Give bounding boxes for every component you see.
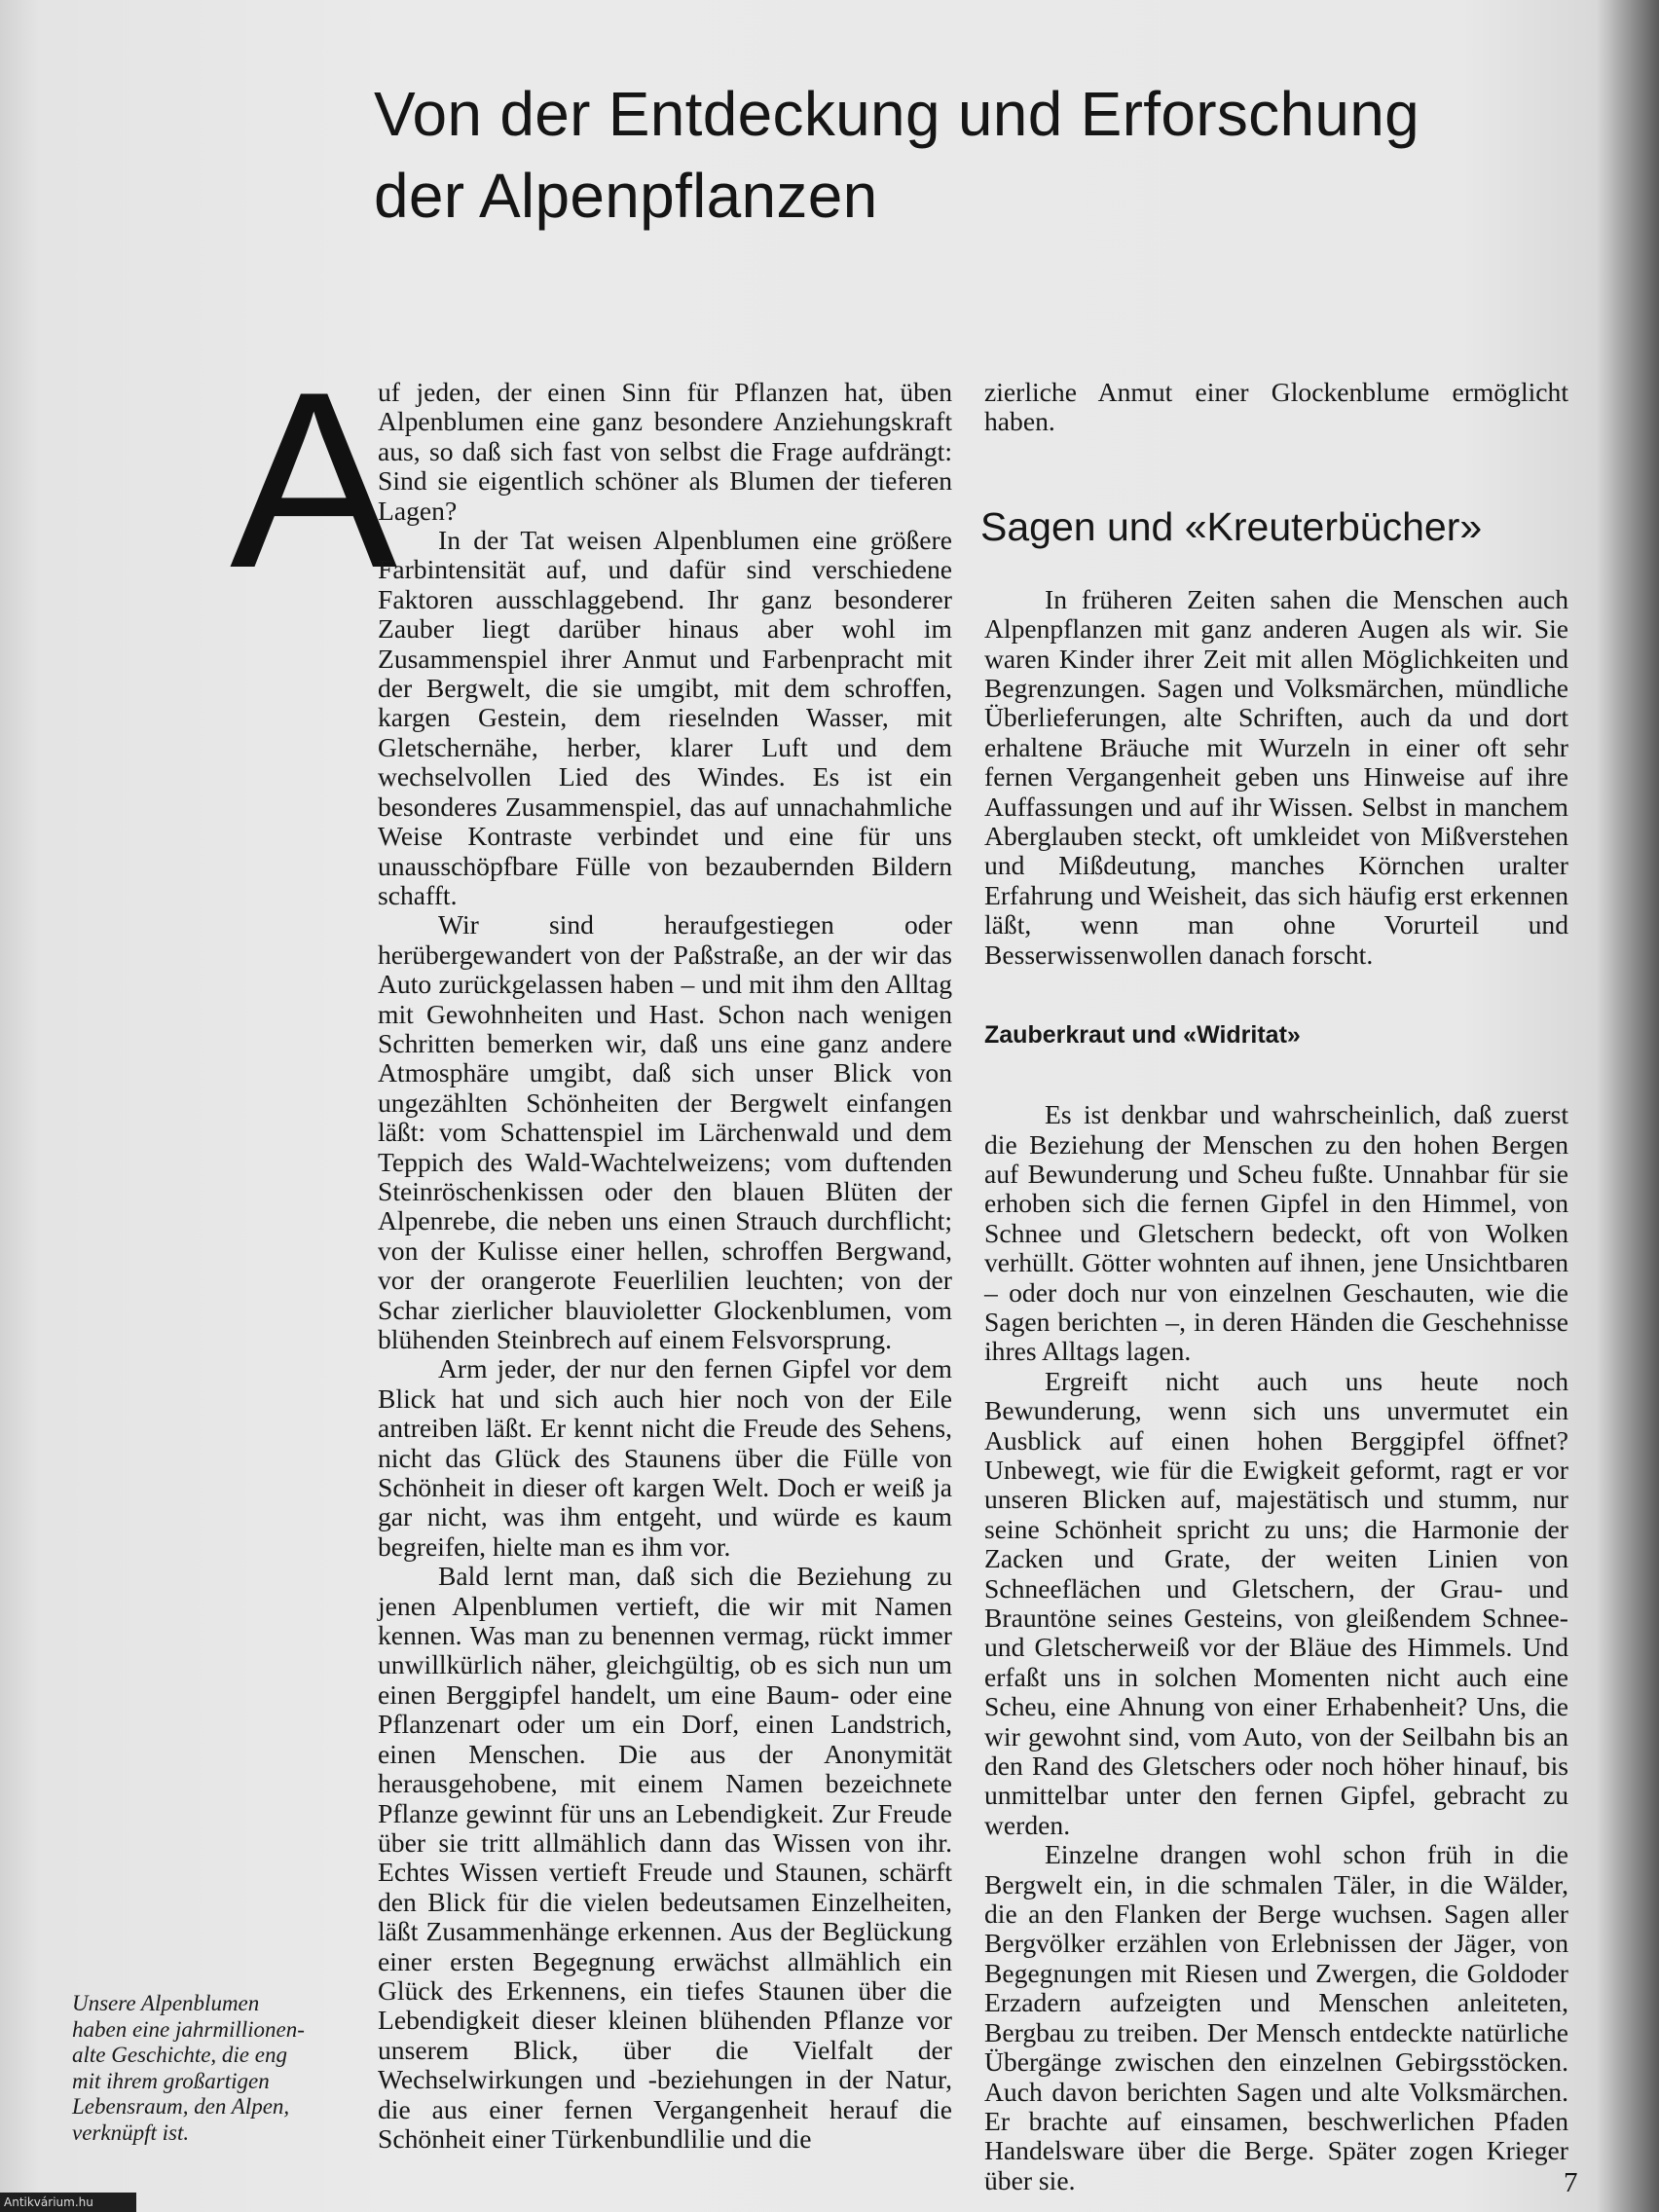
paragraph-continued: zierliche Anmut einer Glockenblume ermöglicht haben. [984, 377, 1568, 437]
image-caption [72, 1991, 354, 2146]
paragraph: In der Tat weisen Alpenblumen eine größere Farbintensität auf, und dafür sind verschiedene Faktoren ausschlaggebend. Ihr ganz besonderer Zauber liegt darüber hinaus aber wohl im Zusammenspiel ihrer Anmut und Farbenpracht mit der Bergwelt, die sie umgibt, mit dem schroffen, kargen Gestein, dem rieselnden Wasser, mit Gletschernähe, herber, klarer Luft und dem wechselvollen Lied des Windes. Es ist ein besonderes Zusammenspiel, das auf unnachahmliche Weise Kontraste verbindet und eine für uns unausschöpfbare Fülle von bezaubernden Bildern schafft. [378, 525, 952, 910]
caption-line: Lebensraum, den Alpen, [72, 2094, 290, 2119]
watermark-label: Antikvárium.hu [0, 2193, 136, 2212]
paragraph: Bald lernt man, daß sich die Beziehung zu jenen Alpenblumen vertieft, die wir mit Namen kennen. Was man zu benennen vermag, rückt immer unwillkürlich näher, gleichgültig, ob es sich nun um einen Berggipfel handelt, um eine Baum- oder eine Pflanzenart oder um ein Dorf, einen Landstrich, einen Menschen. Die aus der Anonymität herausgehobene, mit einem Namen bezeichnete Pflanze gewinnt für uns an Lebendigkeit. Zur Freude über sie tritt allmählich dann das Wissen von ihr. Echtes Wissen vertieft Freude und Staunen, schärft den Blick für die vielen bedeutsamen Einzelheiten, läßt Zusammenhänge erkennen. Aus der Beglückung einer ersten Begegnung erwächst allmählich ein Glück des Erkennens, ein tiefes Staunen über die Lebendigkeit dieser kleinen blühenden Pflanze vor unserem Blick, über die Vielfalt der Wechselwirkungen und -beziehungen in der Natur, die aus einer fernen Vergangenheit herauf die Schönheit einer Türkenbundlilie und die [378, 1561, 952, 2154]
paragraph: Es ist denkbar und wahrscheinlich, daß zuerst die Beziehung der Menschen zu den hohen Bergen auf Bewunderung und Scheu fußte. Unnahbar für sie erhoben sich die fernen Gipfel in den Himmel, von Schnee und Gletschern bedeckt, oft von Wolken verhüllt. Götter wohnten auf ihnen, jene Unsichtbaren – oder doch nur von einzelnen Geschauten, wie die Sagen berichten –, in deren Händen die Geschehnisse ihres Alltags lagen. [984, 1099, 1568, 1367]
page-number: 7 [1564, 2167, 1578, 2198]
title-line-2: der Alpenpflanzen [374, 160, 878, 231]
caption-line: mit ihrem großartigen [72, 2068, 270, 2093]
drop-cap-letter: A [230, 339, 398, 620]
caption-line: Unsere Alpenblumen [72, 1991, 260, 2015]
caption-line: verknüpft ist. [72, 2120, 190, 2145]
page-title [374, 73, 1542, 237]
section-heading: Sagen und «Kreuterbücher» [980, 503, 1483, 549]
paragraph: Einzelne drangen wohl schon früh in die Bergwelt ein, in die schmalen Täler, in die Wälder, die an den Flanken der Berge wuchsen. Sagen aller Bergvölker erzählen von Erlebnissen der Jäger, von Begegnungen mit Riesen und Zwergen, die Goldoder Erzadern aufzeigten und Menschen anleiteten, Bergbau zu treiben. Der Mensch entdeckte natürliche Übergänge zwischen den einzelnen Gebirgsstöcken. Auch davon berichten Sagen und alte Volksmärchen. Er brachte auf einsamen, beschwerlichen Pfaden Handelsware über die Berge. Später zogen Krieger über sie. [984, 1839, 1568, 2195]
paragraph: Ergreift nicht auch uns heute noch Bewunderung, wenn sich uns unvermutet ein Ausblick auf einen hohen Berggipfel öffnet? Unbewegt, wie für die Ewigkeit geformt, ragt er vor unseren Blicken auf, majestätisch und stumm, nur seine Schönheit spricht zu uns; die Harmonie der Zacken und Grate, der weiten Linien von Schneeflächen und Gletschern, der Grau- und Brauntöne seines Gesteins, von gleißendem Schnee- und Gletscherweiß vor der Bläue des Himmels. Und erfaßt uns in solchen Momenten nicht auch eine Scheu, eine Ahnung von einer Erhabenheit? Uns, die wir gewohnt sind, vom Auto, von der Seilbahn bis an den Rand des Gletschers oder noch höher hinauf, bis unmittelbar unter den fernen Gipfel, gebracht zu werden. [984, 1365, 1568, 1840]
title-line-1: Von der Entdeckung und Erforschung [374, 78, 1420, 149]
text-column-right [980, 377, 1568, 2195]
paragraph: Arm jeder, der nur den fernen Gipfel vor dem Blick hat und sich auch hier noch von der Eile antreiben läßt. Er kennt nicht die Freude des Sehens, nicht das Glück des Staunens über die Fülle von Schönheit in dieser oft kargen Welt. Doch er weiß ja gar nicht, was ihm entgeht, und würde es kaum begreifen, hielte man es ihm vor. [378, 1353, 952, 1562]
subsection-heading: Zauberkraut und «Widritat» [984, 1021, 1301, 1050]
caption-line: haben eine jahrmillionen- [72, 2016, 305, 2042]
text-column-left [378, 378, 952, 2154]
caption-line: alte Geschichte, die eng [72, 2043, 287, 2067]
paragraph: Wir sind heraufgestiegen oder herübergewandert von der Paßstraße, an der wir das Auto zurückgelassen haben – und mit ihm den Alltag mit Gewohnheiten und Hast. Schon nach wenigen Schritten bemerken wir, daß uns eine ganz andere Atmosphäre umgibt, daß sich unser Blick von ungezählten Schönheiten der Bergwelt einfangen läßt: vom Schattenspiel im Lärchenwald und dem Teppich des Wald-Wachtelweizens; vom duftenden Steinröschenkissen oder den blauen Blüten der Alpenrebe, die neben uns einen Strauch durchflicht; von der Kulisse einer hellen, schroffen Bergwand, vor der orangerote Feuerlilien leuchten; von der Schar zierlicher blauvioletter Glockenblumen, vom blühenden Steinbrech auf einem Felsvorsprung. [378, 909, 952, 1354]
paragraph-intro: uf jeden, der einen Sinn für Pflanzen hat, üben Alpenblumen eine ganz besondere Anziehungskraft aus, so daß sich fast von selbst die Frage aufdrängt: Sind sie eigentlich schöner als Blumen der tieferen Lagen? [378, 377, 952, 526]
paragraph: In früheren Zeiten sahen die Menschen auch Alpenpflanzen mit ganz anderen Augen als wir. Sie waren Kinder ihrer Zeit mit allen Möglichkeiten und Begrenzungen. Sagen und Volksmärchen, mündliche Überlieferungen, alte Schriften, auch da und dort erhaltene Bräuche mit Wurzeln in einer oft sehr fernen Vergangenheit geben uns Hinweise auf ihre Auffassungen und auf ihr Wissen. Selbst in manchem Aberglauben steckt, oft umkleidet von Mißverstehen und Mißdeutung, manches Körnchen uralter Erfahrung und Weisheit, das sich häufig erst erkennen läßt, wenn man ohne Vorurteil und Besserwissenwollen danach forscht. [984, 583, 1568, 970]
